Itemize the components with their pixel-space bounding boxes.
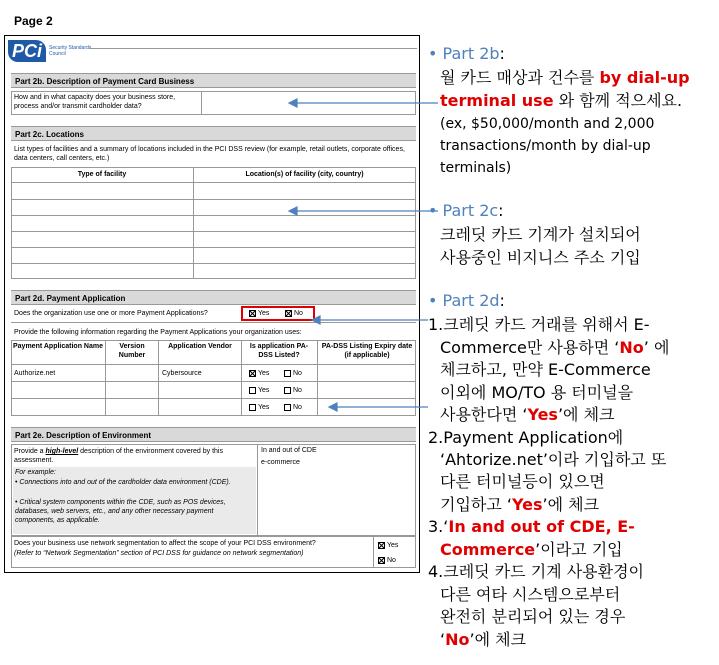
text-red: No: [619, 338, 644, 357]
no-label: No: [293, 387, 302, 394]
annotation-2b-line3: (ex, $50,000/month and 2,000: [440, 116, 655, 132]
arrow-2d-head: [312, 316, 320, 324]
no-label: No: [294, 310, 303, 317]
text: 기입하고 ‘: [440, 495, 512, 514]
text-red: In and out of CDE, E-: [448, 517, 635, 536]
annotation-2b-line5: terminals): [440, 160, 512, 176]
text: 와 함께 적으세요.: [553, 91, 683, 110]
part2c-heading: Part 2c. Locations: [11, 126, 416, 141]
environment-answer-1[interactable]: In and out of CDE: [261, 447, 317, 454]
annotation-2d-4b: 다른 여타 시스템으로부터: [440, 585, 621, 604]
text: ’에 체크: [469, 630, 527, 649]
yes-label: Yes: [258, 370, 270, 377]
page-label: Page 2: [14, 14, 53, 28]
text: 사용한다면 ‘: [440, 405, 528, 424]
part2c-title: • Part 2c: [428, 201, 499, 220]
col-location: Location(s) of facility (city, country): [245, 171, 364, 178]
text: ‘: [440, 630, 446, 649]
text: 3.‘: [428, 517, 449, 536]
arrow-2c-head: [289, 207, 297, 215]
example-bullet-1: • Connections into and out of the cardholder data environment (CDE).: [15, 479, 231, 486]
arrow-2b-head: [289, 99, 297, 107]
text: Commerce만 사용하면 ‘: [440, 338, 620, 357]
col-listed: Is application PA-DSS Listed?: [249, 343, 309, 359]
part2d-question: Does the organization use one or more Payment Applications?: [14, 310, 208, 317]
part2b-heading: Part 2b. Description of Payment Card Business: [11, 73, 416, 88]
col-vendor: Application Vendor: [168, 343, 232, 350]
no-label: No: [293, 404, 302, 411]
annotation-2d-4d: [440, 629, 526, 651]
col-version: Version Number: [118, 343, 146, 359]
annotation-2d-1b: [440, 337, 669, 359]
segmentation-reference: (Refer to “Network Segmentation” section of PCI DSS for guidance on network segmentation): [14, 550, 304, 557]
text-red: by dial-up: [599, 68, 690, 87]
environment-answer-2[interactable]: e-commerce: [261, 459, 300, 466]
annotation-2d-2b: ‘Ahtorize.net’이라 기입하고 또: [440, 450, 667, 469]
colon: :: [498, 201, 504, 220]
text: ’이라고 기입: [535, 540, 623, 559]
arrow-2d-table-head: [329, 403, 337, 411]
logo-mark: PCi: [8, 40, 46, 62]
text: 월 카드 매상과 건수를: [440, 68, 600, 87]
text-red: terminal use: [440, 91, 554, 110]
col-type-of-facility: Type of facility: [77, 171, 127, 178]
text: ’에 체크: [557, 405, 615, 424]
example-label: For example:: [15, 469, 56, 476]
annotation-2d-1d: 이외에 MO/TO 용 터미널을: [440, 383, 634, 402]
text-red: Yes: [512, 495, 543, 514]
part2b-title: • Part 2b: [428, 44, 500, 63]
yes-label: Yes: [387, 542, 399, 549]
annotation-2d-2c: 다른 터미널등이 있으면: [440, 472, 605, 491]
annotation-2d-1a: 1.크레딧 카드 거래를 위해서 E-: [428, 315, 650, 334]
no-label: No: [387, 557, 396, 564]
text-red: Commerce: [440, 540, 536, 559]
annotation-2d-3b: [440, 539, 623, 561]
text-red: No: [445, 630, 470, 649]
part2e-heading: Part 2e. Description of Environment: [11, 427, 416, 442]
part2c-instruction: List types of facilities and a summary of locations included in the PCI DSS review (for example, retail outlets, corporate offices, data centers, call centers, etc.): [14, 146, 405, 162]
text: ’에 체크: [542, 495, 600, 514]
annotation-2c-line1: 크레딧 카드 기계가 설치되어: [440, 225, 641, 244]
annotation-2d-1e: [440, 404, 615, 426]
annotation-part2b-title: [428, 43, 505, 65]
part2d-title: • Part 2d: [428, 291, 500, 310]
yes-label: Yes: [258, 387, 270, 394]
text-red: Yes: [527, 405, 558, 424]
part2d-instruction: Provide the following information regarding the Payment Applications your organization uses:: [14, 329, 302, 336]
colon: :: [499, 44, 505, 63]
annotation-2d-1c: 체크하고, 만약 E-Commerce: [440, 360, 651, 379]
segmentation-question: Does your business use network segmentation to affect the scope of your PCI DSS environment?: [14, 540, 316, 547]
col-app-name: Payment Application Name: [13, 343, 103, 350]
colon: :: [499, 291, 505, 310]
annotation-2c-line2: 사용중인 비지니스 주소 기입: [440, 248, 641, 267]
annotation-part2d-title: [428, 290, 505, 312]
provide-pre: Provide a: [14, 448, 46, 455]
annotation-part2c-title: [428, 200, 504, 222]
annotation-2b-line1: [440, 67, 690, 89]
col-expiry: PA-DSS Listing Expiry date (if applicable): [321, 343, 413, 359]
provide-em: high-level: [45, 448, 79, 455]
annotation-2d-4a: 4.크레딧 카드 기계 사용환경이: [428, 562, 644, 581]
row1-vendor: Cybersource: [162, 370, 202, 377]
text: ’ 에: [643, 338, 670, 357]
annotation-2d-3a: [428, 516, 635, 538]
annotation-2b-line2: [440, 90, 682, 112]
provide-post: description of the environment covered by this assessment.: [14, 448, 223, 464]
yes-label: Yes: [258, 310, 270, 317]
yes-label: Yes: [258, 404, 270, 411]
annotation-2d-2a: 2.Payment Application에: [428, 428, 624, 447]
annotation-2d-4c: 완전히 분리되어 있는 경우: [440, 607, 626, 626]
part2b-question: How and in what capacity does your business store, process and/or transmit cardholder data?: [14, 94, 176, 110]
no-label: No: [293, 370, 302, 377]
row1-app-name: Authorize.net: [14, 370, 56, 377]
part2d-heading: Part 2d. Payment Application: [11, 290, 416, 305]
example-bullet-2: • Critical system components within the CDE, such as POS devices, databases, web servers, etc., and any other necessary payment components, as applicable.: [15, 499, 226, 524]
annotation-2b-line4: transactions/month by dial-up: [440, 138, 651, 154]
logo-text: Security Standards Council: [49, 45, 92, 57]
annotation-2d-2d: [440, 494, 599, 516]
